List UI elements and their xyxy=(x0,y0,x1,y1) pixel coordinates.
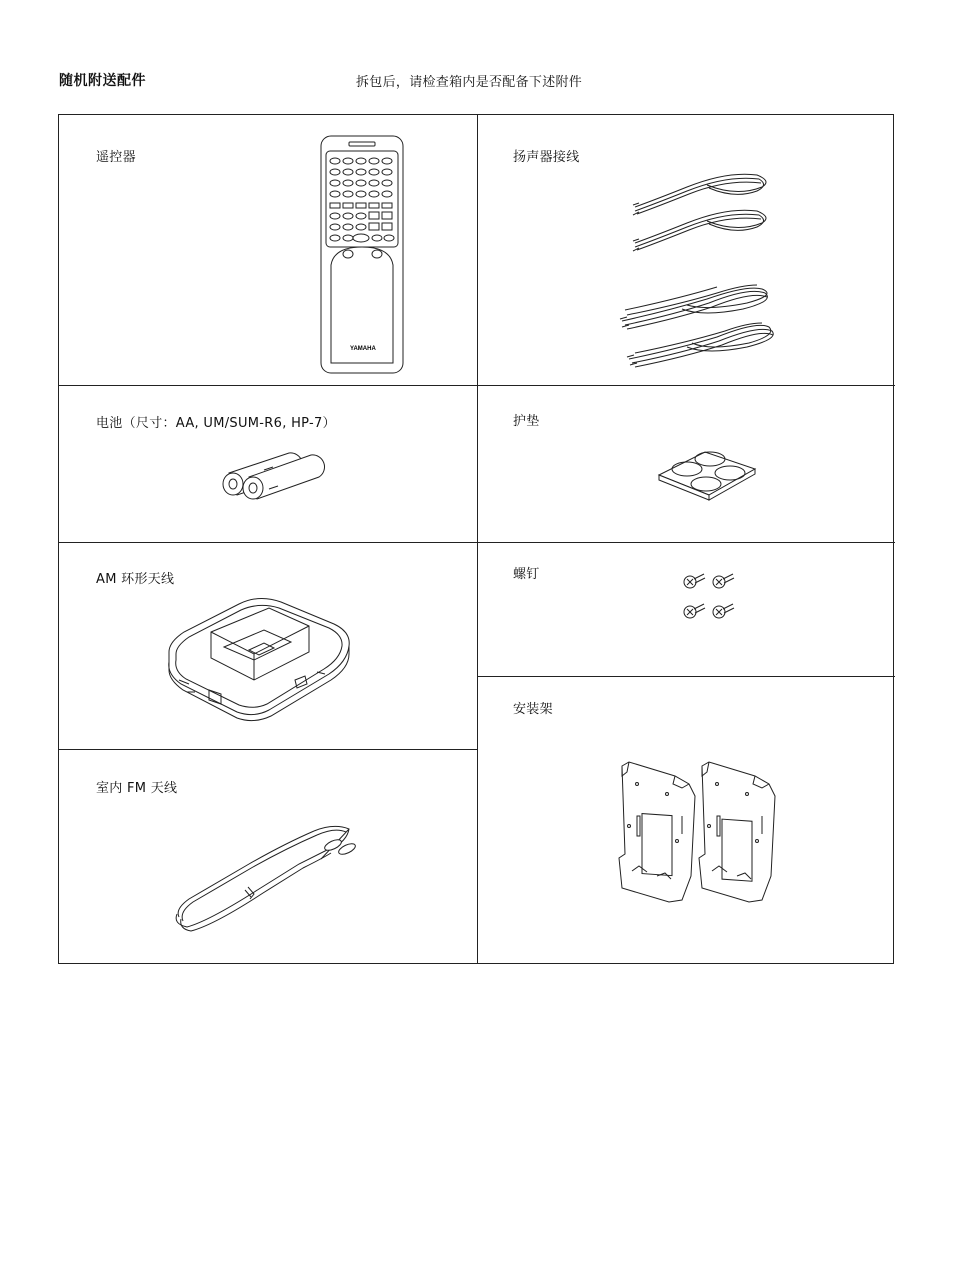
am-loop-antenna-icon xyxy=(59,542,477,749)
speaker-wires-icon xyxy=(477,115,895,385)
fm-antenna-icon xyxy=(59,749,477,965)
accessory-label: 电池（尺寸：AA, UM/SUM-R6, HP-7） xyxy=(96,416,336,431)
accessory-fm-antenna xyxy=(59,749,477,965)
accessory-label: 扬声器接线 xyxy=(513,150,580,165)
remote-brand-logo: YAMAHA xyxy=(350,346,376,352)
accessory-label: 遥控器 xyxy=(96,150,136,165)
accessory-label: 安装架 xyxy=(513,702,553,717)
accessory-am-antenna xyxy=(59,542,477,749)
accessory-batteries xyxy=(59,385,477,542)
accessory-label: 螺钉 xyxy=(513,567,540,582)
accessory-label: AM 环形天线 xyxy=(96,572,175,587)
accessory-label: 室内 FM 天线 xyxy=(96,781,178,796)
mounting-brackets-icon xyxy=(477,676,895,965)
accessory-mounting-brackets xyxy=(477,676,895,965)
accessories-grid xyxy=(58,114,894,964)
batteries-icon xyxy=(59,385,477,542)
accessory-speaker-wires xyxy=(477,115,895,385)
accessory-cushions xyxy=(477,385,895,542)
cushions-icon xyxy=(477,385,895,542)
remote-control-icon xyxy=(59,115,477,385)
accessory-remote-control xyxy=(59,115,477,385)
accessory-screws xyxy=(477,542,895,676)
screws-icon xyxy=(477,542,895,676)
page-title: 随机附送配件 xyxy=(59,73,146,89)
accessory-label: 护垫 xyxy=(513,414,540,429)
instruction-text: 拆包后，请检查箱内是否配备下述附件 xyxy=(356,75,583,90)
